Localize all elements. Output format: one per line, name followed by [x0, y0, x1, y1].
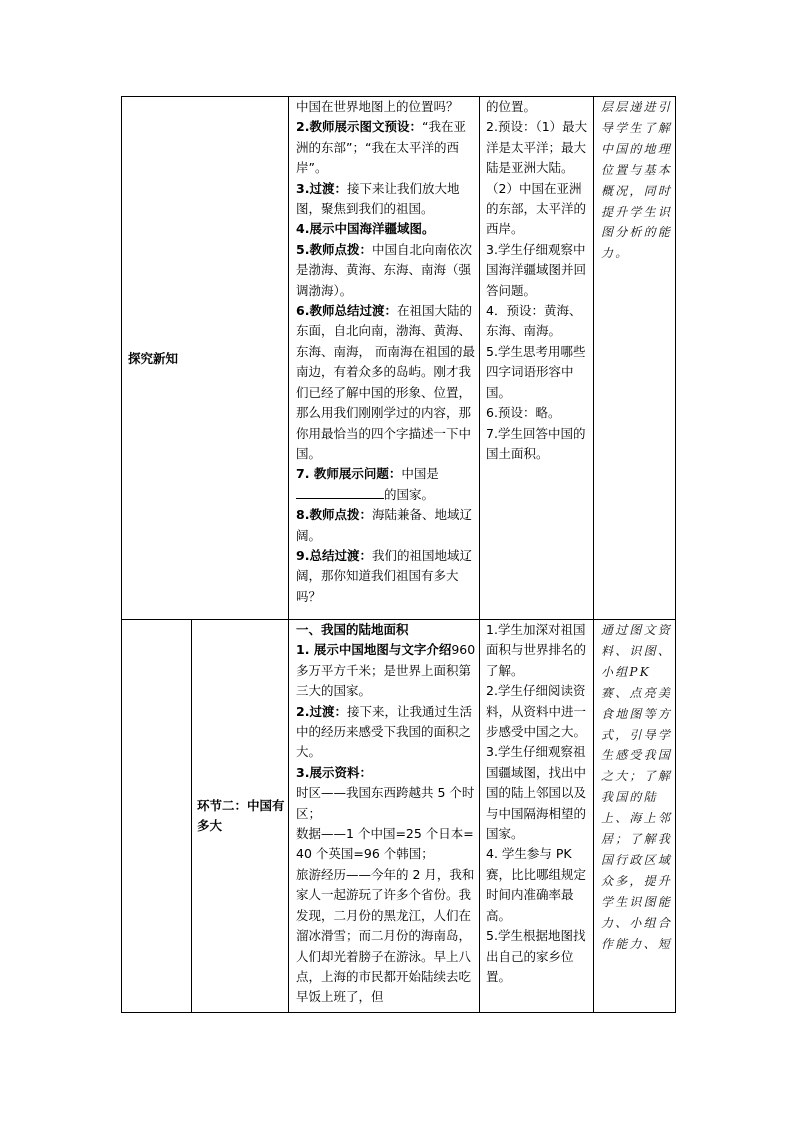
- student-line: 3.学生仔细观察祖国疆域图，找出中国的陆上邻国以及与中国隔海相望的国家。: [486, 744, 587, 842]
- design-text: 通过图文资料、识图、小组PK赛、点亮美食地图等方式，引导学生感受我国之大；了解我国的陆上、海上邻居；了解我国行政区域众多，提升学生识图能力、小组合作能力、短: [601, 623, 673, 951]
- student-line: 7.学生回答中国的国土面积。: [486, 425, 586, 461]
- teacher-line: 2.过渡：接下来，让我通过生活中的经历来感受下我国的面积之大。: [296, 703, 472, 760]
- student-line: 2.预设：（1）最大洋是太平洋；最大陆是亚洲大陆。（2）中国在亚洲的东部，太平洋的西岸。: [486, 119, 588, 237]
- student-activity-cell: [480, 97, 594, 620]
- student-activity-cell: [480, 620, 594, 1013]
- stage-cell: [122, 97, 289, 620]
- student-line: 的位置。: [486, 99, 537, 114]
- teacher-line: 1. 展示中国地图与文字介绍960 多万平方千米；是世界上面积第三大的国家。: [296, 642, 476, 699]
- teacher-line: 8.教师点拨：海陆兼备、地域辽阔。: [296, 507, 472, 543]
- teacher-activity-cell: [289, 620, 480, 1013]
- teacher-line: 旅游经历——今年的 2 月，我和家人一起游玩了许多个省份。我发现，二月份的黑龙江，人们在溜冰滑雪；而二月份的海南岛，人们却光着膀子在游泳。早上八点，上海的市民都开始陆续去吃早饭上班了，但: [296, 866, 475, 1005]
- student-line: 5.学生思考用哪些四字词语形容中国。: [486, 343, 586, 400]
- teacher-line: 4.展示中国海洋疆域图。: [296, 221, 435, 237]
- teacher-line: 3.展示资料：: [296, 764, 372, 780]
- teacher-line: 数据——1 个中国=25 个日本=40 个英国=96 个韩国；: [296, 826, 474, 862]
- lesson-plan-table: [121, 96, 676, 1013]
- design-text: 层层递进引导学生了解中国的地理位置与基本概况，同时提升学生识图分析的能力。: [601, 100, 673, 261]
- teacher-line: 2.教师展示图文预设：“我在亚洲的东部”；“我在太平洋的西岸”。: [296, 119, 466, 176]
- student-line: 4. 学生参与 PK 赛，比比哪组规定时间内准确率最高。: [486, 846, 587, 923]
- teacher-line: 6.教师总结过渡：在祖国大陆的东面，自北向南，渤海、黄海、东海、南海， 而南海在祖国的最南边，有着众多的岛屿。刚才我们已经了解中国的形象、位置，那么用我们刚刚学过的内容，那你用最恰当的四个字描述一下中国。: [296, 303, 475, 461]
- student-line: 1.学生加深对祖国面积与世界排名的了解。: [486, 622, 587, 678]
- student-line: 6.预设：略。: [486, 405, 561, 421]
- table-row-how-big: [122, 620, 676, 1013]
- student-line: 5.学生根据地图找出自己的家乡位置。: [486, 928, 586, 984]
- stage-label: 探究新知: [128, 351, 179, 366]
- answer-blank: [296, 486, 384, 499]
- empty-cell: [122, 620, 192, 1013]
- stage-cell: [192, 620, 289, 1013]
- teacher-line: 3.过渡：接下来让我们放大地图，聚焦到我们的祖国。: [296, 180, 460, 217]
- student-line: 4．预设：黄海、东海、南海。: [486, 303, 582, 339]
- teacher-activity-cell: [289, 97, 480, 620]
- student-line: 3.学生仔细观察中国海洋疆域图并回答问题。: [486, 241, 587, 298]
- teacher-line: 中国在世界地图上的位置吗？: [296, 99, 459, 114]
- design-intent-cell: [594, 620, 676, 1013]
- student-line: 2.学生仔细阅读资料，从资料中进一步感受中国之大。: [486, 683, 587, 740]
- teacher-line: 9.总结过渡：我们的祖国地域辽阔，那你知道我们祖国有多大吗？: [296, 547, 472, 604]
- stage-label: 环节二：中国有多大: [197, 798, 285, 833]
- section-heading: 一、我国的陆地面积: [296, 622, 409, 637]
- design-intent-cell: [594, 97, 676, 620]
- teacher-line: 7. 教师展示问题：中国是的国家。: [296, 466, 439, 502]
- teacher-line: 时区——我国东西跨越共 5 个时区；: [296, 785, 475, 821]
- teacher-line: 5.教师点拨：中国自北向南依次是渤海、黄海、东海、南海（强调渤海）。: [296, 241, 472, 298]
- table-row-explore: [122, 97, 676, 620]
